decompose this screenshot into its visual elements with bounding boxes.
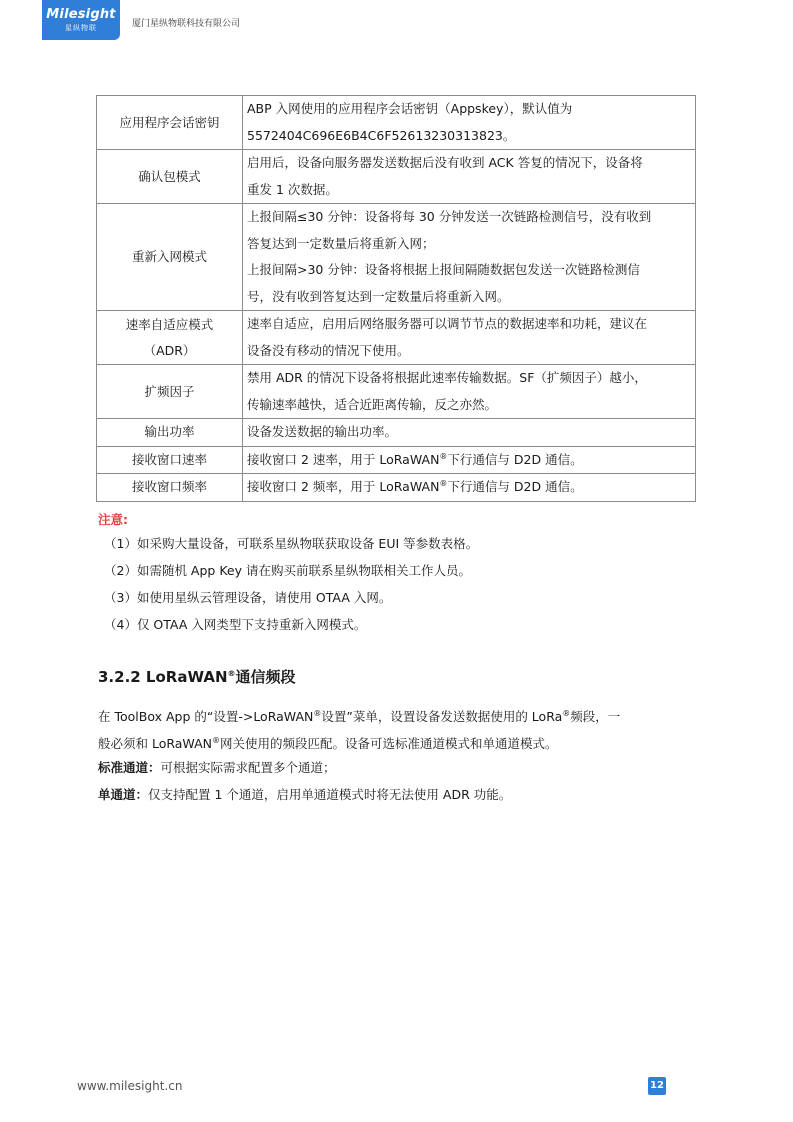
desc-text: 下行通信与 D2D 通信。	[447, 479, 583, 494]
table-row	[97, 446, 696, 474]
table-row	[97, 474, 696, 502]
para-text: 网关使用的频段匹配。设备可选标准通道模式和单通道模式。	[220, 736, 558, 751]
desc-line: 上报间隔≤30 分钟：设备将每 30 分钟发送一次链路检测信号，没有收到	[247, 209, 652, 224]
param-desc	[243, 446, 696, 474]
desc-line: 5572404C696E6B4C6F52613230313823。	[247, 127, 516, 143]
para-text: 般必须和 LoRaWAN	[98, 736, 213, 751]
note-item: （1）如采购大量设备，可联系星纵物联获取设备 EUI 等参数表格。	[104, 536, 479, 551]
table-row	[97, 365, 696, 419]
parameter-table	[96, 95, 696, 502]
milesight-logo	[42, 0, 120, 40]
standard-channel-definition	[98, 758, 698, 776]
param-name	[97, 311, 243, 365]
registered-mark: ®	[562, 708, 571, 718]
param-name: 重新入网模式	[97, 204, 243, 311]
heading-text: 通信频段	[235, 668, 296, 686]
definition-label: 单通道：	[98, 787, 149, 802]
para-text: 设置”菜单，设置设备发送数据使用的 LoRa	[321, 709, 563, 724]
section-paragraph	[98, 703, 698, 757]
table-row	[97, 311, 696, 365]
registered-mark: ®	[212, 735, 221, 745]
param-desc	[243, 311, 696, 365]
registered-mark: ®	[439, 478, 448, 488]
param-desc	[243, 150, 696, 204]
para-text: 频段，一	[570, 709, 621, 724]
desc-line: 上报间隔>30 分钟：设备将根据上报间隔随数据包发送一次链路检测信	[247, 262, 640, 277]
registered-mark: ®	[313, 708, 322, 718]
param-name: 输出功率	[97, 419, 243, 447]
page-number: 12	[648, 1077, 666, 1095]
param-desc: 设备发送数据的输出功率。	[243, 419, 696, 447]
heading-text: 3.2.2 LoRaWAN	[98, 668, 228, 686]
param-name: 接收窗口速率	[97, 446, 243, 474]
note-item: （2）如需随机 App Key 请在购买前联系星纵物联相关工作人员。	[104, 563, 471, 578]
paragraph-line	[98, 730, 698, 757]
table-row	[97, 150, 696, 204]
param-name: 确认包模式	[97, 150, 243, 204]
param-name-line: 速率自适应模式	[125, 316, 214, 332]
definition-label: 标准通道：	[98, 760, 161, 775]
param-desc	[243, 204, 696, 311]
desc-text: 接收窗口 2 速率，用于 LoRaWAN	[247, 451, 440, 467]
section-heading	[98, 666, 296, 687]
definition-text: 仅支持配置 1 个通道，启用单通道模式时将无法使用 ADR 功能。	[148, 787, 512, 802]
desc-text: 接收窗口 2 频率，用于 LoRaWAN	[247, 479, 440, 494]
definition-text: 可根据实际需求配置多个通道；	[160, 760, 336, 775]
table-row	[97, 419, 696, 447]
logo-subtext: 星纵物联	[65, 24, 97, 32]
para-text: 在 ToolBox App 的“设置->LoRaWAN	[98, 709, 314, 724]
table-row	[97, 96, 696, 150]
desc-line: 启用后，设备向服务器发送数据后没有收到 ACK 答复的情况下，设备将	[247, 155, 643, 170]
param-desc	[243, 365, 696, 419]
desc-line: 答复达到一定数量后将重新入网；	[247, 235, 435, 251]
param-name: 应用程序会话密钥	[97, 96, 243, 150]
notes-block	[98, 510, 698, 638]
param-name: 扩频因子	[97, 365, 243, 419]
registered-mark: ®	[227, 669, 236, 678]
desc-line: 禁用 ADR 的情况下设备将根据此速率传输数据。SF（扩频因子）越小，	[247, 370, 647, 385]
note-item: （3）如使用星纵云管理设备，请使用 OTAA 入网。	[104, 590, 392, 605]
company-name: 厦门星纵物联科技有限公司	[132, 19, 241, 29]
single-channel-definition	[98, 785, 698, 803]
desc-line: 设备没有移动的情况下使用。	[247, 342, 410, 358]
desc-text: 下行通信与 D2D 通信。	[447, 451, 583, 467]
registered-mark: ®	[439, 451, 448, 461]
note-item: （4）仅 OTAA 入网类型下支持重新入网模式。	[104, 617, 367, 632]
param-name: 接收窗口频率	[97, 474, 243, 502]
desc-line: ABP 入网使用的应用程序会话密钥（Appskey），默认值为	[247, 101, 573, 116]
param-name-line: （ADR）	[143, 342, 196, 358]
footer-url: www.milesight.cn	[77, 1079, 183, 1093]
table-row	[97, 204, 696, 311]
desc-line: 号，没有收到答复达到一定数量后将重新入网。	[247, 288, 510, 304]
desc-line: 重发 1 次数据。	[247, 181, 338, 197]
notes-title: 注意:	[98, 512, 128, 527]
desc-line: 传输速率越快，适合近距离传输，反之亦然。	[247, 396, 498, 412]
logo-text: Milesight	[46, 7, 116, 22]
param-desc	[243, 96, 696, 150]
paragraph-line	[98, 703, 698, 730]
param-desc	[243, 474, 696, 502]
desc-line: 速率自适应，启用后网络服务器可以调节节点的数据速率和功耗，建议在	[247, 316, 648, 331]
